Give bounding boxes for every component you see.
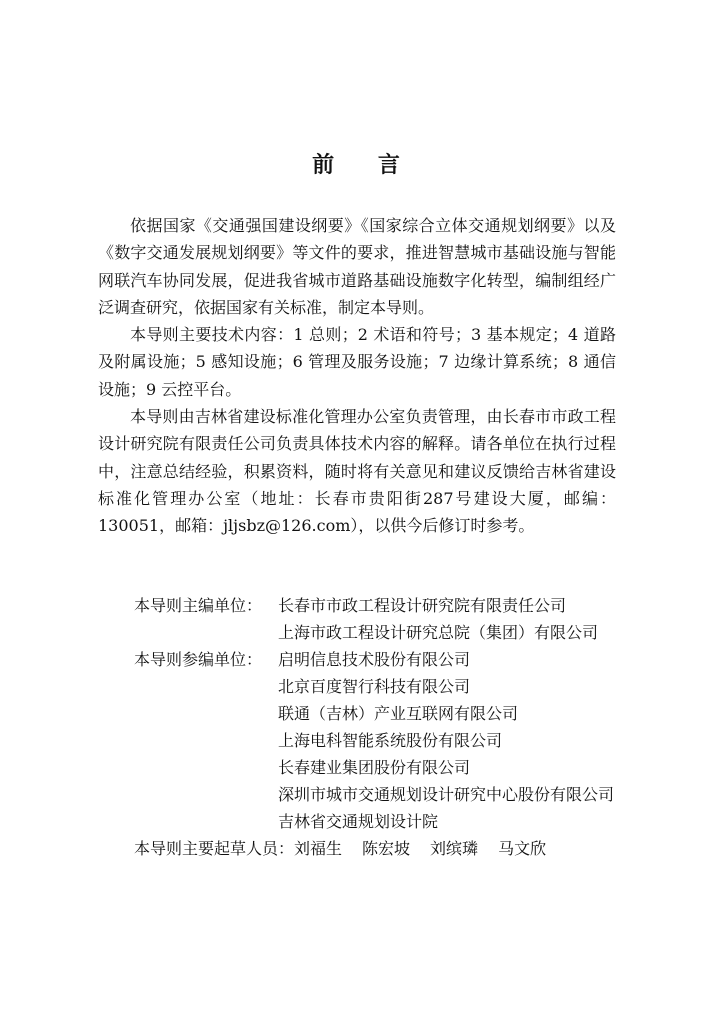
chief-units-row bbox=[98, 592, 628, 646]
paragraph-basis: 依据国家《交通强国建设纲要》《国家综合立体交通规划纲要》以及《数字交通发展规划纲要》等文件的要求，推进智慧城市基础设施与智能网联汽车协同发展，促进我省城市道路基础设施数字化转型，编制组经广泛调查研究，依据国家有关标准，制定本导则。 bbox=[98, 216, 616, 317]
units-section bbox=[98, 592, 628, 862]
drafter-name: 马文欣 bbox=[498, 839, 547, 858]
chief-unit: 上海市政工程设计研究总院（集团）有限公司 bbox=[278, 623, 599, 642]
drafter-name: 刘缤璘 bbox=[430, 839, 479, 858]
participant-units-list bbox=[278, 646, 628, 835]
participant-unit: 上海电科智能系统股份有限公司 bbox=[278, 731, 503, 750]
participant-unit: 联通（吉林）产业互联网有限公司 bbox=[278, 704, 519, 723]
participant-units-row bbox=[98, 646, 628, 835]
drafter-name: 刘福生 bbox=[294, 839, 343, 858]
drafters-row bbox=[98, 835, 628, 862]
paragraph-contents: 本导则主要技术内容：1 总则；2 术语和符号；3 基本规定；4 道路及附属设施；5 感知设施；6 管理及服务设施；7 边缘计算系统；8 通信设施；9 云控平台。 bbox=[98, 325, 616, 399]
chief-units-list bbox=[278, 592, 628, 646]
participant-unit: 启明信息技术股份有限公司 bbox=[278, 650, 471, 669]
chief-unit: 长春市市政工程设计研究院有限责任公司 bbox=[278, 596, 567, 615]
participant-unit: 北京百度智行科技有限公司 bbox=[278, 677, 471, 696]
paragraph-management: 本导则由吉林省建设标准化管理办公室负责管理，由长春市市政工程设计研究院有限责任公司负责具体技术内容的解释。请各单位在执行过程中，注意总结经验，积累资料，随时将有关意见和建议反馈给吉林省建设标准化管理办公室（地址：长春市贵阳街287号建设大厦，邮编：130051，邮箱：jljsbz@126.com），以供今后修订时参考。 bbox=[98, 407, 616, 536]
participant-unit: 长春建业集团股份有限公司 bbox=[278, 758, 471, 777]
participant-unit: 深圳市城市交通规划设计研究中心股份有限公司 bbox=[278, 785, 615, 804]
foreword-body bbox=[98, 212, 616, 540]
chief-units-label: 本导则主编单位： bbox=[134, 596, 263, 615]
drafter-name: 陈宏坡 bbox=[362, 839, 411, 858]
participant-unit: 吉林省交通规划设计院 bbox=[278, 812, 439, 831]
participant-units-label: 本导则参编单位： bbox=[134, 650, 263, 669]
page-title: 前 言 bbox=[312, 152, 418, 178]
drafters-label: 本导则主要起草人员： bbox=[134, 839, 295, 858]
